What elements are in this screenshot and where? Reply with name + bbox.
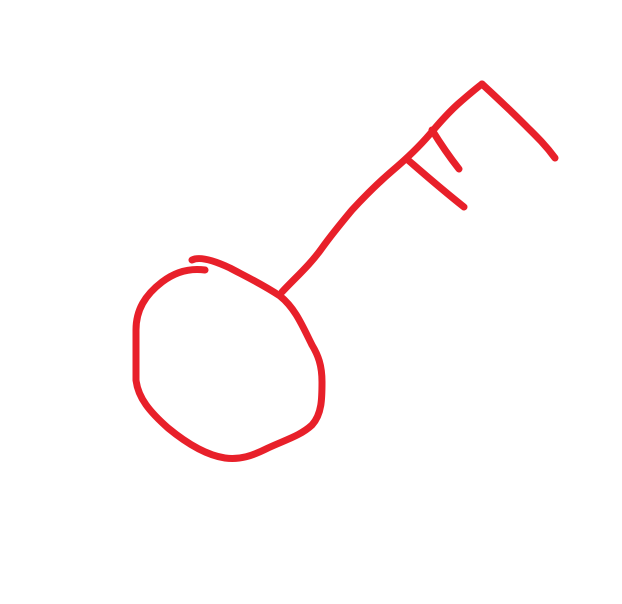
key-shaft <box>282 84 482 292</box>
key-bow-loop <box>136 259 322 459</box>
key-tooth-1 <box>432 130 459 169</box>
key-end-bit <box>482 84 555 158</box>
